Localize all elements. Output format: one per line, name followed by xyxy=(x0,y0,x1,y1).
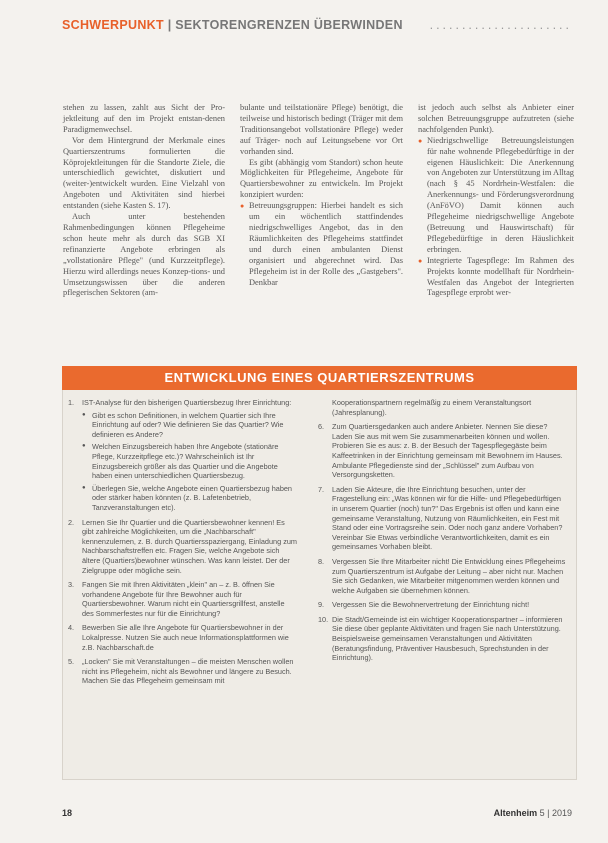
body-column-3 xyxy=(418,103,574,299)
body-column-1 xyxy=(63,103,225,299)
item-text: Zum Quartiersgedanken auch andere Anbieter. Nennen Sie diese? Laden Sie aus mit wem Sie zusammenarbeiten können und wollen. Probieren Sie es aus: z. B. der Besuch der Tagespflegegäste beim Kaffeetrinken in der Einrichtung gemeinsam mit Bewohnern im Hauses. Ambulante Pflegedienste sind der „Schlüssel" zum Aufbau von Versorgungsketten. xyxy=(332,422,563,480)
item-number: 7. xyxy=(318,484,325,494)
item-text: IST-Analyse für den bisherigen Quartiersbezug Ihrer Einrichtung: xyxy=(82,398,292,407)
checklist-item xyxy=(68,623,298,652)
checklist-item xyxy=(318,615,566,663)
paragraph: Es gibt (abhängig vom Standort) schon heute Möglichkeiten für Pflegeheime, Angebote für Quartiersbewohner zu entwickeln. Im Projekt konzipiert wurden: xyxy=(240,157,403,200)
journal-footer xyxy=(494,808,572,818)
paragraph: Vor dem Hintergrund der Merkmale eines Quartierszentrums formulierten die Köprojektleitungen für die Standorte Ziele, die unterschiedlich gewichtet, diskutiert und (weiter-)entwickelt wurden. Eine Vielzahl von Angeboten und Aktivitäten sind hierbei entstanden (siehe Kasten S. 17). xyxy=(63,135,225,211)
info-box-title: ENTWICKLUNG EINES QUARTIERSZENTRUMS xyxy=(62,366,577,390)
checklist-item xyxy=(68,518,298,576)
info-box-right-column xyxy=(318,398,566,668)
sub-bullet: ● Überlegen Sie, welche Angebote einen Quartiersbezug haben oder stärker haben könnten (z. B. Lafetenbetrieb, Tanzveranstaltungen etc). xyxy=(82,484,298,513)
item-text: Vergessen Sie Ihre Mitarbeiter nicht! Die Entwicklung eines Pflegeheims zum Quartierszentrum ist Aufgabe der Leitung – aber nicht nur. Machen Sie sich Gedanken, wie Mitarbeiter mitgenommen werden können und welche Aufgaben sie übernehmen können. xyxy=(332,556,566,595)
checklist-item xyxy=(318,398,566,417)
checklist-item xyxy=(318,600,566,610)
item-number: 9. xyxy=(318,600,325,610)
bullet-list xyxy=(240,201,403,288)
header-dots: ...................... xyxy=(429,18,572,32)
item-text: Laden Sie Akteure, die Ihre Einrichtung besuchen, unter der Fragestellung ein: „Was können wir für die Hilfe- und Pflegebedürftigen in unserem Quartier (noch) tun?" Das Ergebnis ist offen und kann eine gemeinsame Veranstaltung, Nutzung von Räumlichkeiten, ein Fest mit Stand oder eine Vortragsreihe sein. Oder noch ganz andere Vorhaben? Vereinbar Sie Etwas verbindliche Verantwortlichkeiten, damit es ein gemeinsames Vorhaben bleibt. xyxy=(332,484,563,552)
page-number: 18 xyxy=(62,808,73,818)
list-item: ● Niedrigschwellige Betreuungsleistungen für nahe wohnende Pflegebedürftige in der eigenen Häuslichkeit: Die Anerkennung von Angeboten zur Unterstützung im Alltag (nach § 45 Nordrhein-Westfalen: die Anerkennungs- und Förderungsverordnung (AnFöVO) Damit können auch Pflegeheime niedrigschwellige Angebote (Betreuung und Hauswirtschaft) für Pflegebedürftige in deren Häuslichkeit erbringen. xyxy=(418,136,574,256)
paragraph: Auch unter bestehenden Rahmenbedingungen können Pflegeheime schon heute mehr als durch das SGB XI refinanzierte Angebote erbringen als „vollstationäre Pflege" (und Kurzzeitpflege). Hierzu wird allerdings neues Konzep-tions- und Umsetzungswissen über die anderen pflegerischen Sektoren (am- xyxy=(63,212,225,298)
checklist-item xyxy=(318,485,566,552)
item-number: 10. xyxy=(318,614,329,624)
item-number: 3. xyxy=(68,580,75,590)
item-number: 5. xyxy=(68,657,75,667)
checklist-item xyxy=(318,422,566,480)
checklist-item xyxy=(68,657,298,686)
checklist-item xyxy=(68,580,298,618)
checklist-item xyxy=(318,557,566,595)
header-line xyxy=(62,18,403,32)
paragraph: bulante und teilstationäre Pflege) benötigt, die teilweise und historisch bedingt (Träger mit dem Traditionsangebot vollstationäre Pflege) weder auf Träger- noch auf Leitungsebene vor Ort vorhanden sind. xyxy=(240,103,403,156)
bullet-list xyxy=(418,136,574,300)
journal-issue: 5 | 2019 xyxy=(539,808,572,818)
list-item: ● Integrierte Tagespflege: Im Rahmen des Projekts konnte modellhaft für Nordrhein-Westfalen das Angebot der Integrierten Tagespflege erprobt wer- xyxy=(418,256,574,300)
item-text: Kooperationspartnern regelmäßig zu einem Veranstaltungsort (Jahresplanung). xyxy=(332,398,532,417)
item-text: Fangen Sie mit Ihren Aktivitäten „klein" an – z. B. öffnen Sie vorhandene Angebote für Ihre Bewohner auch für Quartiersbewohner. Warum nicht ein Quartiersgrillfest, anstelle des Sommerfestes nur für die Einrichtung? xyxy=(82,580,285,618)
checklist-item xyxy=(68,398,298,513)
body-column-2 xyxy=(240,103,403,288)
header-section: SCHWERPUNKT xyxy=(62,18,164,32)
item-number: 4. xyxy=(68,623,75,633)
item-text: Lernen Sie Ihr Quartier und die Quartiersbewohner kennen! Es gibt zahlreiche Möglichkeiten, um die „Nachbarschaft" kennenzulernen, z. B. durch Quartiersspaziergang, Einladung zum Nachbarschaftstreffen etc. Fragen Sie, welche Angebote sich ältere (Quartiers)bewohner wünschen. Was kann leistet. Der der Zielgruppe oder mögliche sein. xyxy=(82,517,297,575)
info-box-left-column xyxy=(68,398,298,691)
header-title: | SEKTORENGRENZEN ÜBERWINDEN xyxy=(167,18,403,32)
item-text: Vergessen Sie die Bewohnervertretung der Einrichtung nicht! xyxy=(332,600,530,610)
sub-bullet: ● Gibt es schon Definitionen, in welchem Quartier sich Ihre Einrichtung auf oder? Wie definieren Sie das Quartier? Wie definieren es Andere? xyxy=(82,411,298,440)
paragraph: stehen zu lassen, zahlt aus Sicht der Pro-jektleitung auf den im Projekt entstan-denen Paradigmenwechsel. xyxy=(63,103,225,134)
item-number: 2. xyxy=(68,517,75,527)
item-number: 1. xyxy=(68,398,75,407)
item-text: „Locken" Sie mit Veranstaltungen – die meisten Menschen wollen nicht ins Pflegeheim, nicht als Bewohner und längere zu Besuch. Machen Sie das Pflegeheim gemeinsam mit xyxy=(82,657,294,686)
item-text: Bewerben Sie alle Ihre Angebote für Quartiersbewohner in der Lokalpresse. Nutzen Sie auch neue Informationsplattformen wie z.B. Nachbarschaft.de xyxy=(82,623,289,652)
item-text: Die Stadt/Gemeinde ist ein wichtiger Kooperationspartner – informieren Sie diese über geplante Aktivitäten und fragen Sie nach Unterstützung. Beispielsweise gemeinsamen Veranstaltungen und Aktivitäten (Beratungsfindung, Präventiver Hausbesuch, Sprechstunden in der Einrichtung). xyxy=(332,614,563,663)
running-header xyxy=(62,14,572,36)
list-item: ● Betreuungsgruppen: Hierbei handelt es sich um ein wöchentlich stattfindendes niedrigschwelliges Angebot, das in den Räumlichkeiten des Pflegeheims stattfindet und durch einen ambulanten Dienst organisiert und abgerechnet wird. Das Pflegeheim ist in der Rolle des „Gastgebers". Denkbar xyxy=(240,201,403,288)
sub-bullet: ● Welchen Einzugsbereich haben Ihre Angebote (stationäre Pflege, Kurzzeitpflege etc.)? Wahrscheinlich ist Ihr Einzugsbereich größer als das Quartier und die Angebote haben einen unterschiedlichen Quartiersbezug. xyxy=(82,442,298,480)
paragraph: ist jedoch auch selbst als Anbieter einer solchen Betreuungsgruppe aufzutreten (siehe nachfolgenden Punkt). xyxy=(418,103,574,134)
item-number: 8. xyxy=(318,556,325,566)
item-number: 6. xyxy=(318,422,325,432)
journal-name: Altenheim xyxy=(493,808,538,818)
